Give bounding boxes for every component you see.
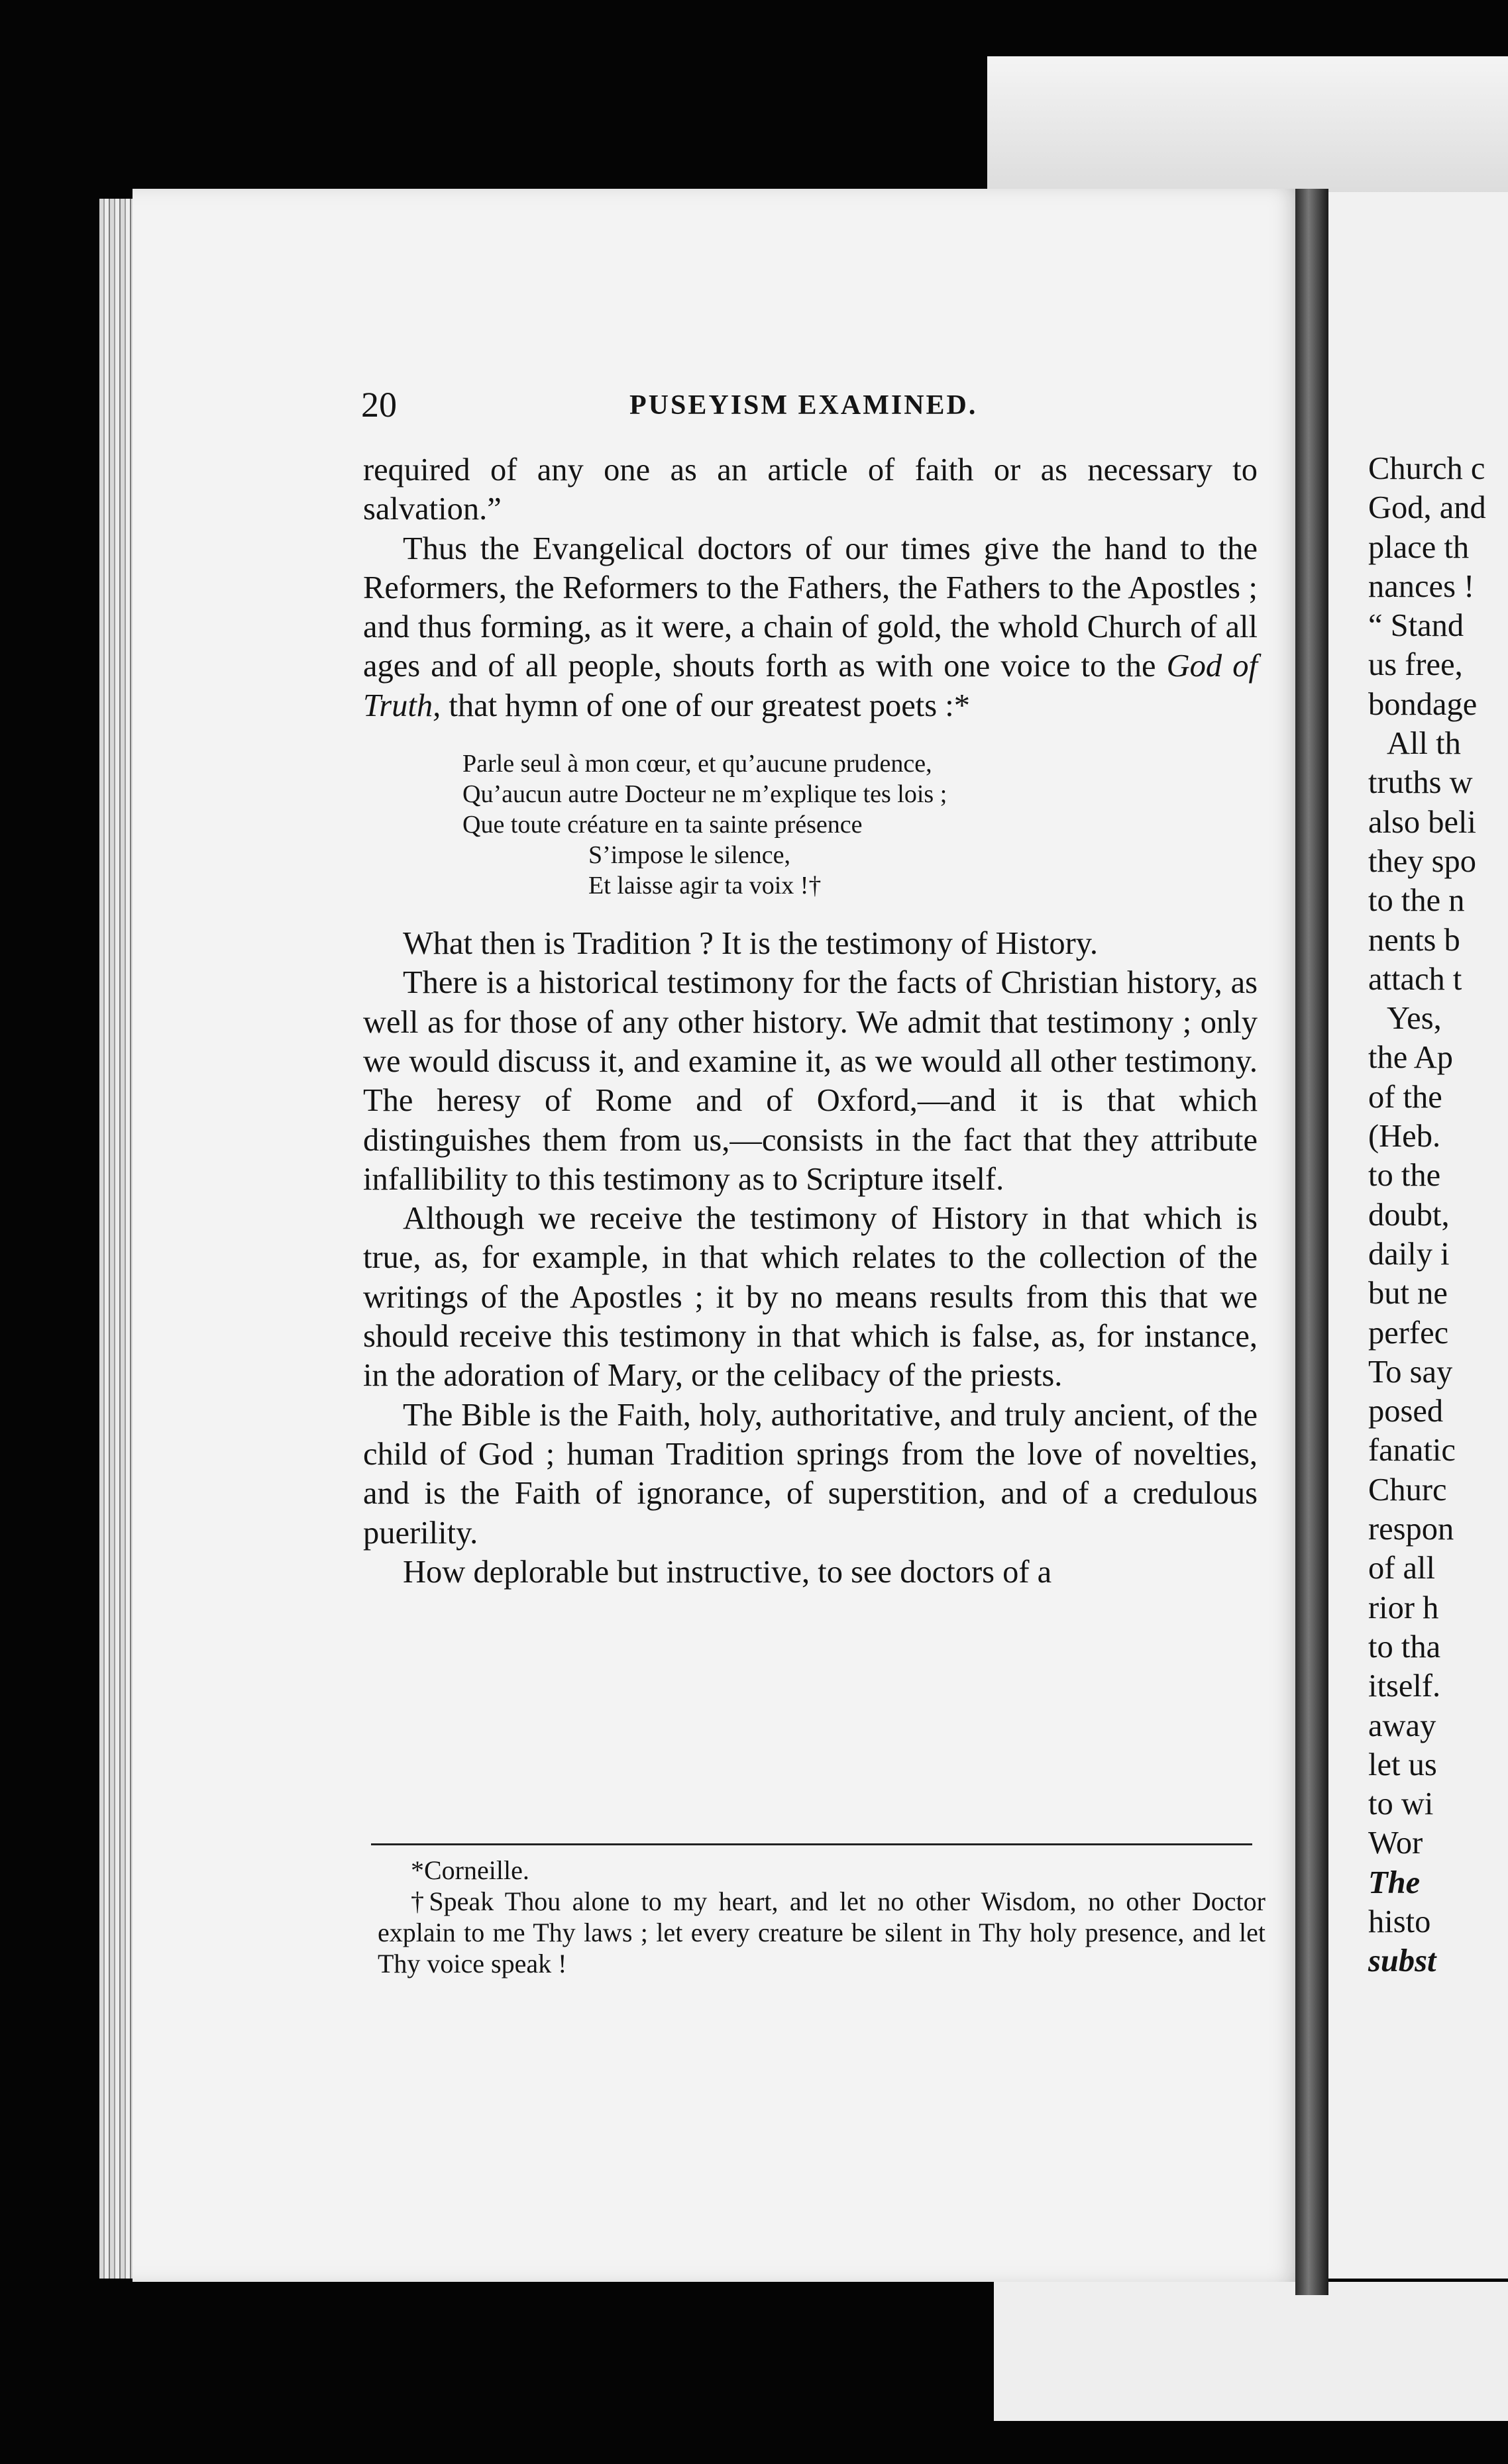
poem-line: Et laisse agir ta voix !† [588,872,822,900]
bottom-page-edge [994,2282,1508,2421]
right-line: God, and [1368,490,1486,526]
right-line: to the [1368,1158,1441,1194]
footnote: †Speak Thou alone to my heart, and let no other Wisdom, no other Doctor explain to me Thy laws ; let every creature be silent in Thy holy presence, and let Thy voice speak ! [378,1886,1266,1978]
right-line: itself. [1368,1668,1441,1704]
paragraph: There is a historical testimony for the facts of Christian history, as well as for those of any other history. We admit that testimony ; only we would discuss it, and examine it, as we would all other testimony. The heresy of Rome and of Oxford,—and it is that which distinguishes them from us,—consists in the fact that they attribute infallibility to this testimony as to Scripture itself. [363,965,1258,1197]
right-line: posed [1368,1394,1444,1429]
paragraph-text: that hymn of one of our greatest poets :* [441,688,970,723]
right-line: they spo [1368,843,1477,879]
right-line: rior h [1368,1590,1439,1625]
right-line: away [1368,1708,1436,1743]
paragraph [363,529,1258,725]
right-line: let us [1368,1747,1437,1782]
right-line: All th [1387,726,1461,762]
poem-line: S’impose le silence, [588,841,790,870]
footnote: *Corneille. [411,1855,529,1885]
right-line: of the [1368,1079,1442,1115]
paragraph: The Bible is the Faith, holy, authoritative, and truly ancient, of the child of God ; human Tradition springs from the love of novelties, and is the Faith of ignorance, of superstition, and of a credulous puerility. [363,1397,1258,1551]
poem-line: Parle seul à mon cœur, et qu’aucune prudence, [462,750,932,778]
poem-line: Qu’aucun autre Docteur ne m’explique tes lois ; [462,780,947,809]
right-line: to tha [1368,1629,1441,1665]
right-line: The [1368,1865,1421,1900]
paragraph: Although we receive the testimony of History in that which is true, as, for example, in that which relates to the collection of the writings of the Apostles ; it by no means results from this that we should receive this testimony in that which is false, as, for instance, in the adoration of Mary, or the celibacy of the priests. [363,1201,1258,1394]
right-line: perfec [1368,1315,1449,1351]
right-line: (Heb. [1368,1119,1441,1155]
emphasis-text: God of Truth, [363,648,1258,723]
right-line: fanatic [1368,1433,1456,1468]
right-line: to the n [1368,883,1465,919]
right-line: respon [1368,1512,1454,1547]
right-line: but ne [1368,1276,1448,1311]
right-line: us free, [1368,647,1463,683]
right-line: subst [1368,1943,1436,1979]
page-header [361,384,1246,431]
book-gutter [1295,189,1328,2295]
right-line: Church c [1368,451,1485,486]
paragraph: required of any one as an article of faith or as necessary to salvation.” [363,452,1258,527]
paragraph: How deplorable but instructive, to see doctors of a [403,1554,1052,1590]
paragraph: What then is Tradition ? It is the testimony of History. [403,926,1098,962]
right-line: to wi [1368,1786,1434,1822]
right-page-text [1368,449,1508,1981]
right-line: attach t [1368,961,1462,997]
poem-line: Que toute créature en ta sainte présence [462,811,863,839]
poem-quotation [462,748,1258,901]
paragraph-text: Thus the Evangelical doctors of our times give the hand to the Reformers, the Reformers to the Fathers, the Fathers to the Apostles ; and thus forming, as it were, a chain of gold, the whold Church of all ages and of all people, shouts forth as with one voice to the [363,531,1258,684]
right-line: doubt, [1368,1197,1450,1233]
right-line: truths w [1368,765,1473,801]
page-number: 20 [361,385,397,425]
running-head: PUSEYISM EXAMINED. [629,390,978,421]
right-line: Wor [1368,1825,1423,1861]
right-line: histo [1368,1904,1431,1939]
right-line: place th [1368,529,1470,565]
right-line: Yes, [1387,1001,1442,1037]
right-line: nances ! [1368,568,1475,604]
footnotes [378,1855,1266,1979]
right-line: the Ap [1368,1040,1453,1076]
right-line: bondage [1368,686,1478,722]
right-line: of all [1368,1551,1436,1586]
top-page-edge [987,56,1508,195]
right-line: To say [1368,1354,1453,1390]
right-line: also beli [1368,804,1476,840]
right-line: nents b [1368,922,1460,958]
body-text [363,450,1258,1592]
right-line: Churc [1368,1472,1447,1508]
right-line: “ Stand [1368,608,1464,644]
right-line: daily i [1368,1236,1450,1272]
footnote-rule [371,1843,1252,1845]
